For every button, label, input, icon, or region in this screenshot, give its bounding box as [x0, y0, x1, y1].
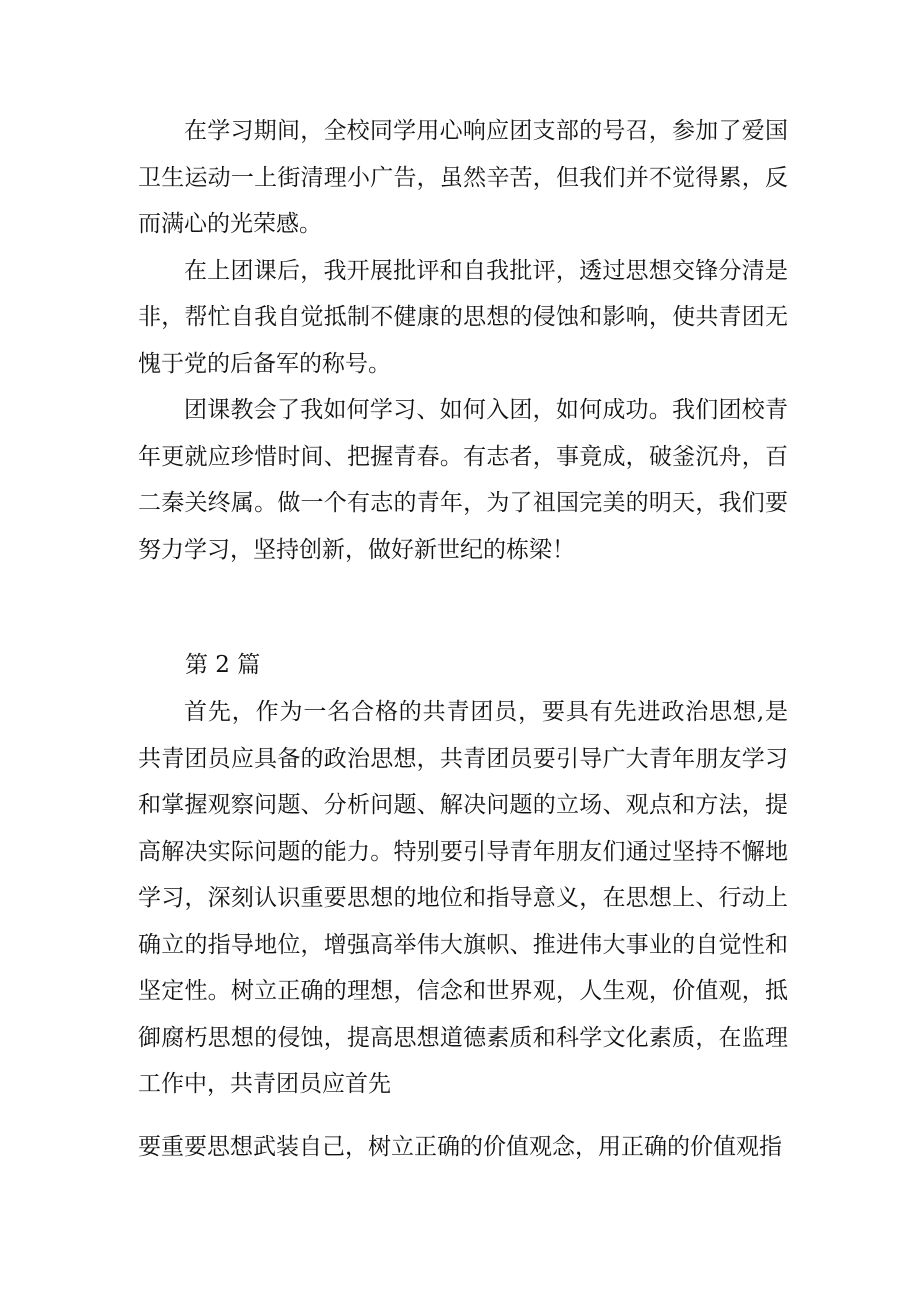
paragraph-group-3: [138, 1124, 788, 1171]
paragraph-3: 团课教会了我如何学习、如何入团，如何成功。我们团校青年更就应珍惜时间、把握青春。有志者，事竟成，破釜沉舟，百二秦关终属。做一个有志的青年，为了祖国完美的明天，我们要努力学习，坚持创新，做好新世纪的栋梁！: [138, 397, 788, 563]
paragraph-5: 要重要思想武装自己，树立正确的价值观念，用正确的价值观指: [138, 1134, 782, 1160]
paragraph-1: 在学习期间，全校同学用心响应团支部的号召，参加了爱国卫生运动一上街清理小广告，虽然辛苦，但我们并不觉得累，反而满心的光荣感。: [138, 118, 788, 237]
section-heading: 第 2 篇: [185, 652, 261, 678]
paragraph-2: 在上团课后，我开展批评和自我批评，透过思想交锋分清是非，帮忙自我自觉抵制不健康的思想的侵蚀和影响，使共青团无愧于党的后备军的称号。: [138, 257, 788, 377]
paragraph-4: 首先，作为一名合格的共青团员，要具有先进政治思想,是共青团员应具备的政治思想，共青团员要引导广大青年朋友学习和掌握观察问题、分析问题、解决问题的立场、观点和方法，提高解决实际问题的能力。特别要引导青年朋友们通过坚持不懈地学习，深刻认识重要思想的地位和指导意义，在思想上、行动上确立的指导地位，增强高举伟大旗帜、推进伟大事业的自觉性和坚定性。树立正确的理想，信念和世界观，人生观，价值观，抵御腐朽思想的侵蚀，提高思想道德素质和科学文化素质，在监理工作中，共青团员应首先: [138, 699, 788, 1097]
paragraph-group-1: [138, 108, 788, 573]
paragraph-group-2: [138, 689, 788, 1108]
